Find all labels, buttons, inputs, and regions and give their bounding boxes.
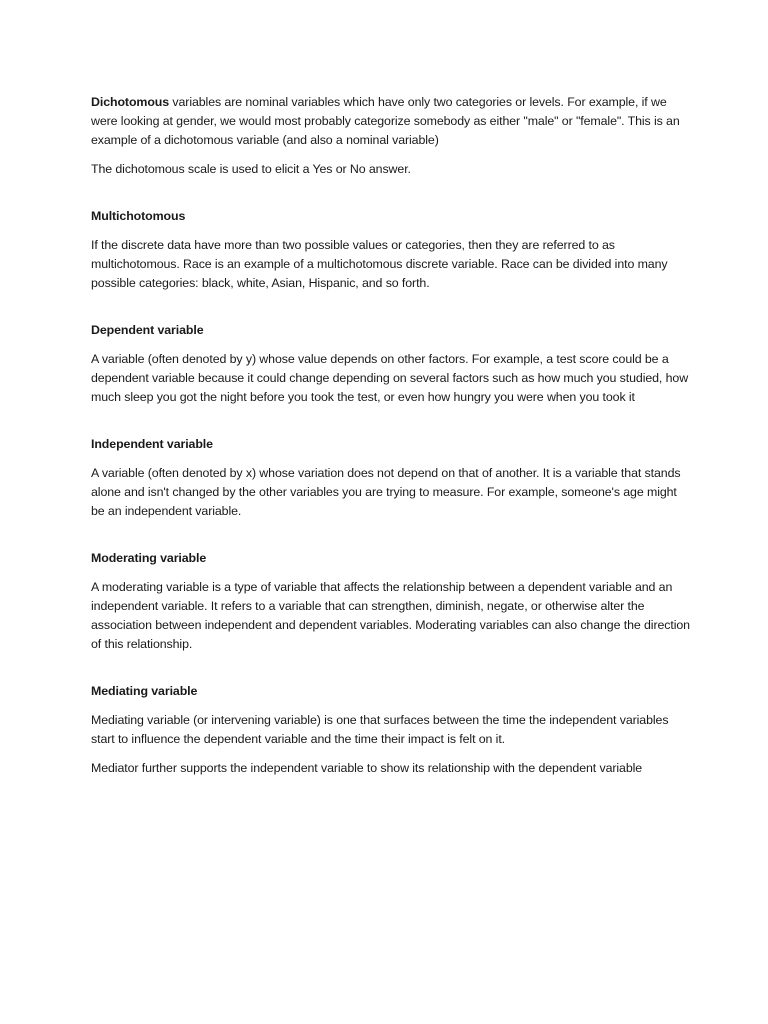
- section-heading: Multichotomous: [91, 209, 186, 223]
- section-paragraph: A variable (often denoted by y) whose value depends on other factors. For example, a test score could be a dependent variable because it could change depending on several factors such as how much you studied, how much sleep you got the night before you took the test, or even how hungry you were when you took it: [91, 352, 689, 404]
- section-independent-variable: [91, 435, 691, 521]
- section-paragraph: Mediating variable (or intervening variable) is one that surfaces between the time the independent variables start to influence the dependent variable and the time their impact is felt on it.: [91, 713, 669, 746]
- section-heading: Mediating variable: [91, 684, 198, 698]
- intro-paragraph-text: variables are nominal variables which have only two categories or levels. For example, if we were looking at gender, we would most probably categorize somebody as either "male" or "female". This is an example of a dichotomous variable (and also a nominal variable): [91, 95, 680, 147]
- section-paragraph: If the discrete data have more than two possible values or categories, then they are referred to as multichotomous. Race is an example of a multichotomous discrete variable. Race can be divided into many possible categories: black, white, Asian, Hispanic, and so forth.: [91, 238, 668, 290]
- section-heading: Moderating variable: [91, 551, 207, 565]
- section-mediating-variable: [91, 682, 691, 778]
- section-heading: Independent variable: [91, 437, 213, 451]
- document-page: [91, 93, 691, 806]
- section-multichotomous: [91, 207, 691, 293]
- intro-section: [91, 93, 691, 179]
- intro-paragraph: [91, 93, 691, 150]
- section-heading: Dependent variable: [91, 323, 204, 337]
- section-moderating-variable: [91, 549, 691, 654]
- intro-scale-note: The dichotomous scale is used to elicit a Yes or No answer.: [91, 162, 411, 176]
- section-paragraph: A moderating variable is a type of variable that affects the relationship between a dependent variable and an independent variable. It refers to a variable that can strengthen, diminish, negate, or otherwise alter the association between independent and dependent variables. Moderating variables can also change the direction of this relationship.: [91, 580, 690, 651]
- section-paragraph: A variable (often denoted by x) whose variation does not depend on that of another. It is a variable that stands alone and isn't changed by the other variables you are trying to measure. For example, someone's age might be an independent variable.: [91, 466, 681, 518]
- section-dependent-variable: [91, 321, 691, 407]
- section-paragraph: Mediator further supports the independent variable to show its relationship with the dependent variable: [91, 761, 643, 775]
- intro-lead-word: Dichotomous: [91, 95, 170, 109]
